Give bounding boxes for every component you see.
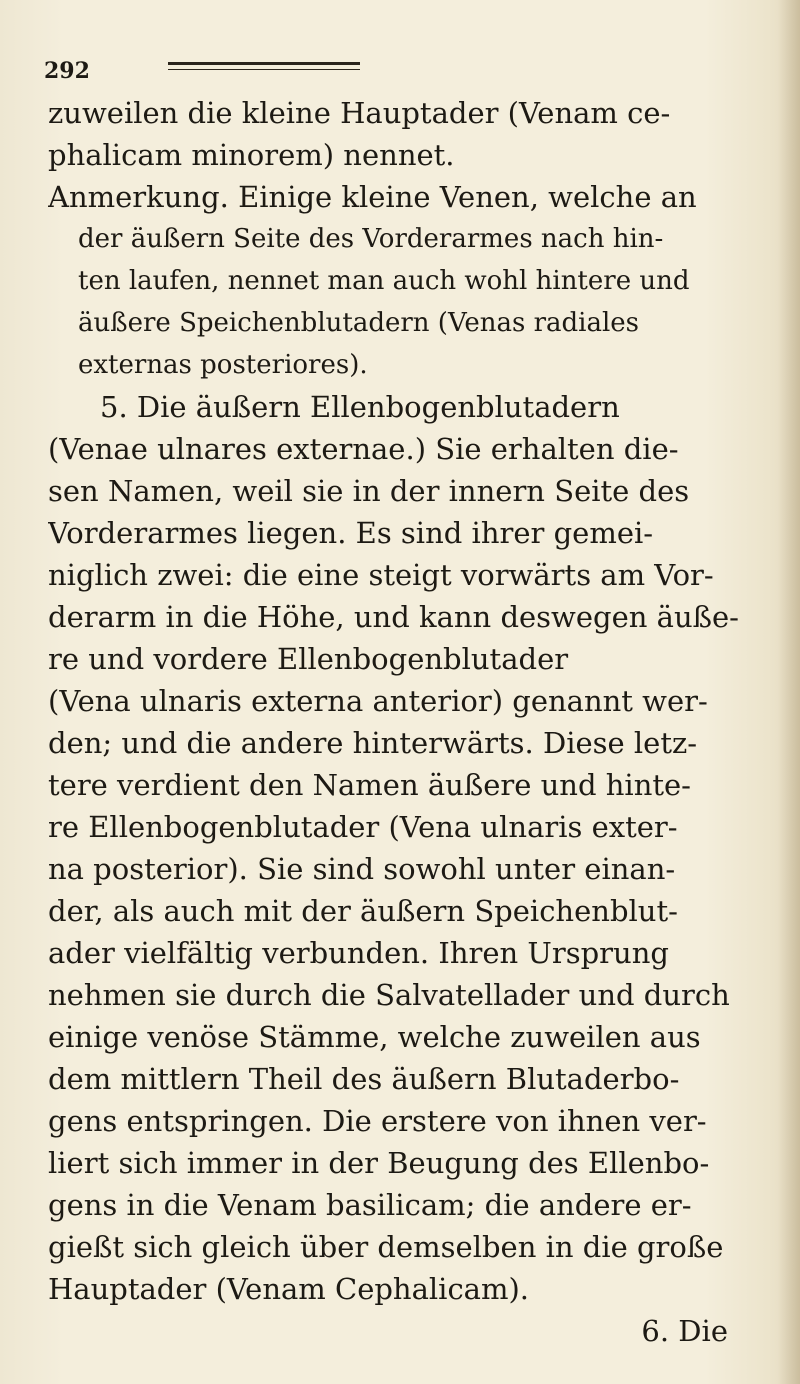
text-line: Vorderarmes liegen. Es sind ihrer gemei- <box>48 516 654 550</box>
text-line: sen Namen, weil sie in der innern Seite des <box>48 474 690 508</box>
section-heading: 5. Die äußern Ellenbogenblutadern <box>100 390 620 424</box>
text-line: zuweilen die kleine Hauptader (Venam ce- <box>48 96 671 130</box>
text-line: gens entspringen. Die erstere von ihnen ver- <box>48 1104 707 1138</box>
text-line: dem mittlern Theil des äußern Blutaderbo- <box>48 1062 680 1096</box>
text-line: nehmen sie durch die Salvatellader und durch <box>48 978 730 1012</box>
text-line: einige venöse Stämme, welche zuweilen aus <box>48 1020 701 1054</box>
text-line: tere verdient den Namen äußere und hinte- <box>48 768 691 802</box>
text-line: (Vena ulnaris externa anterior) genannt wer- <box>48 684 708 718</box>
text-line: ten laufen, nennet man auch wohl hintere und <box>78 266 690 296</box>
text-line: Hauptader (Venam Cephalicam). <box>48 1272 530 1306</box>
text-line: na posterior). Sie sind sowohl unter einan- <box>48 852 676 886</box>
header-rule <box>168 62 360 65</box>
text-line: (Venae ulnares externae.) Sie erhalten die- <box>48 432 679 466</box>
text-line: den; und die andere hinterwärts. Diese letz- <box>48 726 698 760</box>
text-line: gens in die Venam basilicam; die andere er- <box>48 1188 692 1222</box>
text-line: phalicam minorem) nennet. <box>48 138 455 172</box>
text-line: der äußern Seite des Vorderarmes nach hin- <box>78 224 664 254</box>
text-line: re Ellenbogenblutader (Vena ulnaris exter- <box>48 810 678 844</box>
text-line: ader vielfältig verbunden. Ihren Ursprung <box>48 936 669 970</box>
text-line: re und vordere Ellenbogenblutader <box>48 642 569 676</box>
body-text <box>48 92 768 1352</box>
text-line: gießt sich gleich über demselben in die große <box>48 1230 724 1264</box>
text-line: niglich zwei: die eine steigt vorwärts am Vor- <box>48 558 714 592</box>
text-line: Anmerkung. Einige kleine Venen, welche an <box>48 180 697 214</box>
text-line: externas posteriores). <box>78 350 368 380</box>
text-line: der, als auch mit der äußern Speichenblut- <box>48 894 678 928</box>
text-line: derarm in die Höhe, und kann deswegen äuße- <box>48 600 739 634</box>
catchword: 6. Die <box>641 1314 728 1348</box>
header-rule-thin <box>168 69 360 70</box>
page-number: 292 <box>44 58 90 84</box>
page-spine-shadow <box>778 0 800 1384</box>
text-line: liert sich immer in der Beugung des Ellenbo- <box>48 1146 710 1180</box>
text-line: äußere Speichenblutadern (Venas radiales <box>78 308 640 338</box>
